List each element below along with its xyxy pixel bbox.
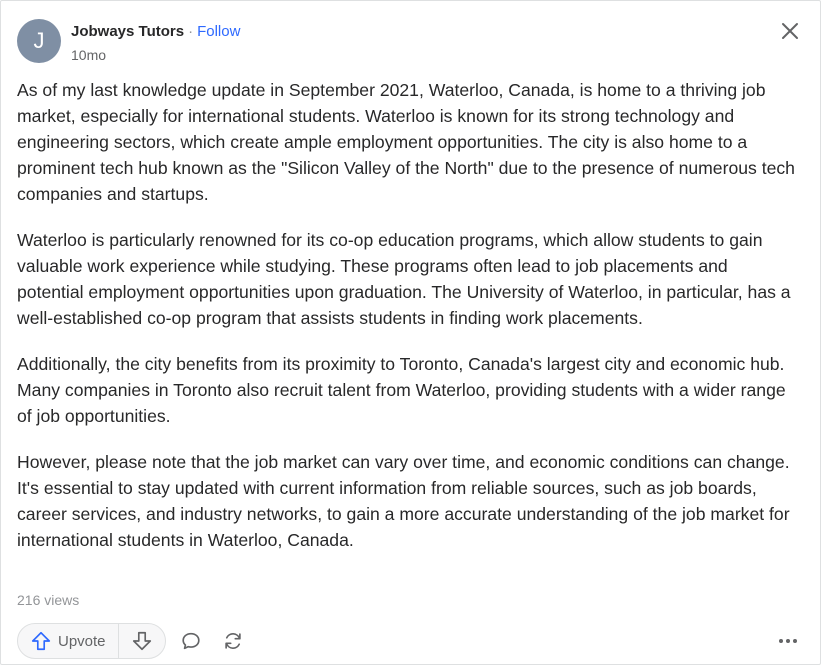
more-icon — [776, 629, 800, 653]
answer-header — [17, 17, 240, 65]
follow-button[interactable]: Follow — [197, 23, 241, 40]
upvote-label: Upvote — [58, 632, 106, 650]
close-icon — [778, 19, 802, 43]
downvote-arrow-icon — [131, 630, 153, 652]
avatar-letter: J — [33, 28, 45, 53]
close-button[interactable] — [778, 19, 802, 43]
comment-icon — [180, 630, 202, 652]
vote-pill — [17, 623, 166, 659]
avatar[interactable] — [17, 19, 61, 63]
answer-paragraph-4: However, please note that the job market can vary over time, and economic conditions can change. It's essential to stay updated with current information from reliable sources, such as job boards, career services, and industry networks, to gain a more accurate understanding of the job market for international students in Waterloo, Canada. — [17, 452, 790, 550]
answer-paragraph-2: Waterloo is particularly renowned for its co-op education programs, which allow students to gain valuable work experience while studying. These programs often lead to job placements and potential employment opportunities upon graduation. The University of Waterloo, in particular, has a well-established co-op program that assists students in finding work placements. — [17, 230, 791, 328]
separator-dot: · — [188, 23, 194, 40]
upvote-button[interactable] — [18, 624, 118, 658]
more-options-button[interactable] — [774, 627, 802, 655]
author-name[interactable]: Jobways Tutors — [71, 23, 185, 40]
answer-paragraph-3: Additionally, the city benefits from its proximity to Toronto, Canada's largest city and economic hub. Many companies in Toronto also recruit talent from Waterloo, providing students with a wider range of job opportunities. — [17, 354, 786, 426]
action-bar — [17, 623, 250, 659]
upvote-arrow-icon — [30, 630, 52, 652]
author-line — [71, 23, 240, 40]
downvote-button[interactable] — [119, 624, 165, 658]
comment-button[interactable] — [174, 624, 208, 658]
share-icon — [222, 630, 244, 652]
post-time[interactable]: 10mo — [71, 47, 107, 63]
author-block — [71, 17, 240, 63]
answer-content — [17, 77, 797, 573]
view-count[interactable]: 216 views — [17, 592, 80, 608]
answer-paragraph-1: As of my last knowledge update in September 2021, Waterloo, Canada, is home to a thriving job market, especially for international students. Waterloo is known for its strong technology and engineering sectors, which create ample employment opportunities. The city is also home to a prominent tech hub known as the "Silicon Valley of the North" due to the presence of numerous tech companies and startups. — [17, 80, 795, 204]
share-button[interactable] — [216, 624, 250, 658]
